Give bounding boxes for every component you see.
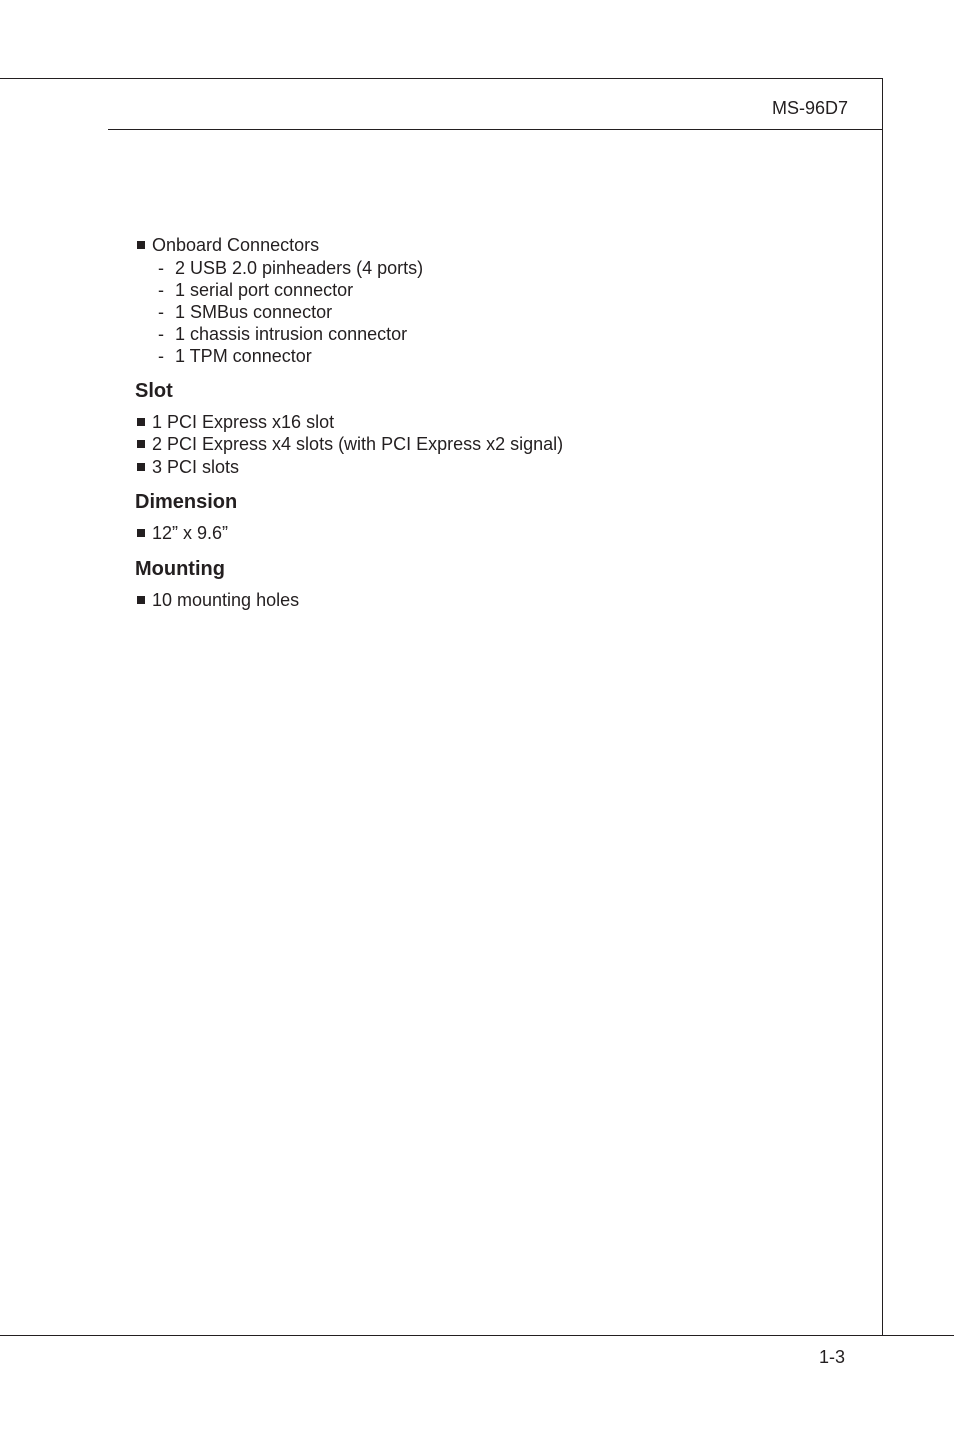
model-number: MS-96D7 bbox=[771, 98, 848, 118]
list-item-text: 1 PCI Express x16 slot bbox=[152, 411, 335, 432]
list-item-text: 2 PCI Express x4 slots (with PCI Express x2 signal) bbox=[152, 434, 564, 454]
sub-list-item bbox=[135, 279, 835, 301]
sub-list-text: 1 serial port connector bbox=[175, 279, 354, 300]
header-underline bbox=[108, 129, 883, 130]
page-number: 1-3 bbox=[818, 1347, 845, 1367]
sub-list-text: 1 TPM connector bbox=[175, 345, 312, 366]
list-item-text: 3 PCI slots bbox=[152, 456, 240, 477]
list-item bbox=[135, 433, 835, 456]
mounting-section bbox=[135, 557, 835, 612]
slot-section bbox=[135, 379, 835, 479]
sub-list-text: 1 SMBus connector bbox=[175, 301, 333, 322]
dash-marker: - bbox=[158, 279, 164, 300]
bottom-border-line bbox=[0, 1335, 954, 1336]
right-border-line bbox=[882, 78, 883, 1335]
list-item-text: 10 mounting holes bbox=[152, 589, 300, 610]
dash-marker: - bbox=[158, 257, 164, 278]
sub-list-item bbox=[135, 345, 835, 367]
dash-marker: - bbox=[158, 301, 164, 322]
square-bullet-icon bbox=[137, 440, 145, 448]
sub-list-text: 1 chassis intrusion connector bbox=[175, 323, 408, 344]
top-border-line bbox=[0, 78, 883, 79]
square-bullet-icon bbox=[137, 418, 145, 426]
dash-marker: - bbox=[158, 323, 164, 344]
onboard-connectors-label: Onboard Connectors bbox=[152, 235, 320, 255]
sub-list-item bbox=[135, 323, 835, 345]
square-bullet-icon bbox=[137, 529, 145, 537]
square-bullet-icon bbox=[137, 463, 145, 471]
dimension-heading: Dimension bbox=[135, 491, 238, 513]
mounting-heading: Mounting bbox=[135, 557, 225, 580]
list-item bbox=[135, 589, 835, 612]
square-bullet-icon bbox=[137, 241, 145, 249]
list-item bbox=[135, 456, 835, 479]
dimension-section bbox=[135, 490, 835, 545]
sub-list-item bbox=[135, 257, 835, 279]
list-item-text: 12” x 9.6” bbox=[152, 523, 229, 543]
dash-marker: - bbox=[158, 345, 164, 366]
sub-list-item bbox=[135, 301, 835, 323]
spec-content bbox=[135, 234, 835, 611]
slot-heading: Slot bbox=[135, 379, 173, 402]
list-item bbox=[135, 411, 835, 434]
onboard-connectors-item bbox=[135, 234, 835, 257]
square-bullet-icon bbox=[137, 596, 145, 604]
list-item bbox=[135, 522, 835, 545]
sub-list-text: 2 USB 2.0 pinheaders (4 ports) bbox=[175, 257, 424, 278]
